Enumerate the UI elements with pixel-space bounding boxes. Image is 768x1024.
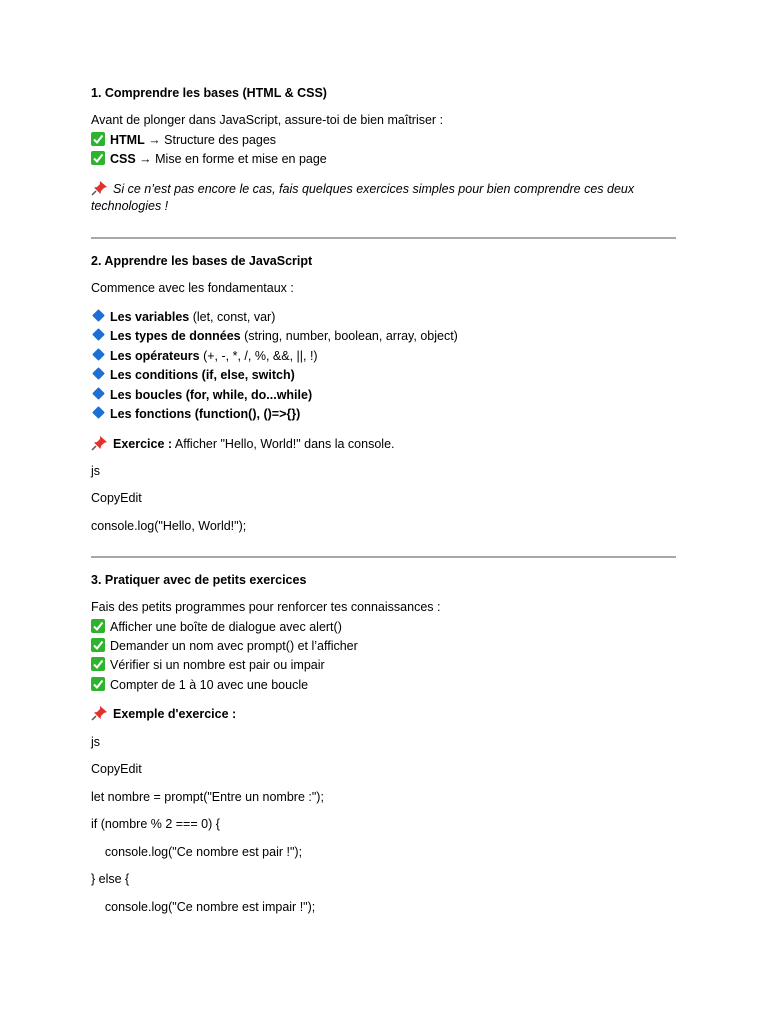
code-line: } else { bbox=[91, 872, 130, 886]
code-line: console.log("Hello, World!"); bbox=[91, 519, 247, 533]
divider bbox=[91, 556, 676, 558]
section-1-title: 1. Comprendre les bases (HTML & CSS) bbox=[91, 86, 327, 100]
pushpin-icon bbox=[91, 180, 108, 196]
list-item: HTML → Structure des pages bbox=[91, 131, 276, 151]
pushpin-icon bbox=[91, 705, 108, 721]
exercise-line: Exercice : Afficher "Hello, World!" dans la console. bbox=[91, 435, 395, 455]
note-line: technologies ! bbox=[91, 199, 169, 213]
checkmark-icon bbox=[91, 132, 105, 146]
copy-edit-button[interactable]: CopyEdit bbox=[91, 491, 142, 505]
checkmark-icon bbox=[91, 657, 105, 671]
checkmark-icon bbox=[91, 151, 105, 165]
list-item: Les conditions (if, else, switch) bbox=[91, 366, 295, 386]
blue-diamond-icon bbox=[92, 309, 105, 322]
list-item: Les opérateurs (+, -, *, /, %, &&, ||, !) bbox=[91, 347, 318, 367]
code-line: console.log("Ce nombre est impair !"); bbox=[91, 900, 316, 914]
list-item: Les types de données (string, number, boolean, array, object) bbox=[91, 327, 458, 347]
checkmark-icon bbox=[91, 638, 105, 652]
section-2-title: 2. Apprendre les bases de JavaScript bbox=[91, 254, 313, 268]
blue-diamond-icon bbox=[92, 348, 105, 361]
code-language-label: js bbox=[91, 464, 101, 478]
code-line: console.log("Ce nombre est pair !"); bbox=[91, 845, 303, 859]
list-item: Vérifier si un nombre est pair ou impair bbox=[91, 656, 325, 676]
note-line: Si ce n’est pas encore le cas, fais quelques exercices simples pour bien comprendre ces deux bbox=[91, 180, 634, 200]
divider bbox=[91, 237, 676, 239]
checkmark-icon bbox=[91, 619, 105, 633]
code-line: if (nombre % 2 === 0) { bbox=[91, 817, 220, 831]
code-line: let nombre = prompt("Entre un nombre :"); bbox=[91, 790, 324, 804]
section-1-intro: Avant de plonger dans JavaScript, assure-toi de bien maîtriser : bbox=[91, 113, 444, 127]
blue-diamond-icon bbox=[92, 406, 105, 419]
section-2-intro: Commence avec les fondamentaux : bbox=[91, 281, 294, 295]
list-item: Les fonctions (function(), ()=>{}) bbox=[91, 405, 300, 425]
list-item: Les variables (let, const, var) bbox=[91, 308, 275, 328]
list-item: CSS → Mise en forme et mise en page bbox=[91, 150, 327, 170]
blue-diamond-icon bbox=[92, 367, 105, 380]
copy-edit-button[interactable]: CopyEdit bbox=[91, 762, 142, 776]
blue-diamond-icon bbox=[92, 328, 105, 341]
example-line: Exemple d'exercice : bbox=[91, 705, 236, 725]
blue-diamond-icon bbox=[92, 387, 105, 400]
section-3-intro: Fais des petits programmes pour renforcer tes connaissances : bbox=[91, 600, 441, 614]
section-3-title: 3. Pratiquer avec de petits exercices bbox=[91, 573, 307, 587]
list-item: Demander un nom avec prompt() et l’afficher bbox=[91, 637, 358, 657]
list-item: Les boucles (for, while, do...while) bbox=[91, 386, 312, 406]
list-item: Afficher une boîte de dialogue avec alert() bbox=[91, 618, 342, 638]
code-language-label: js bbox=[91, 735, 101, 749]
list-item: Compter de 1 à 10 avec une boucle bbox=[91, 676, 308, 696]
pushpin-icon bbox=[91, 435, 108, 451]
checkmark-icon bbox=[91, 677, 105, 691]
